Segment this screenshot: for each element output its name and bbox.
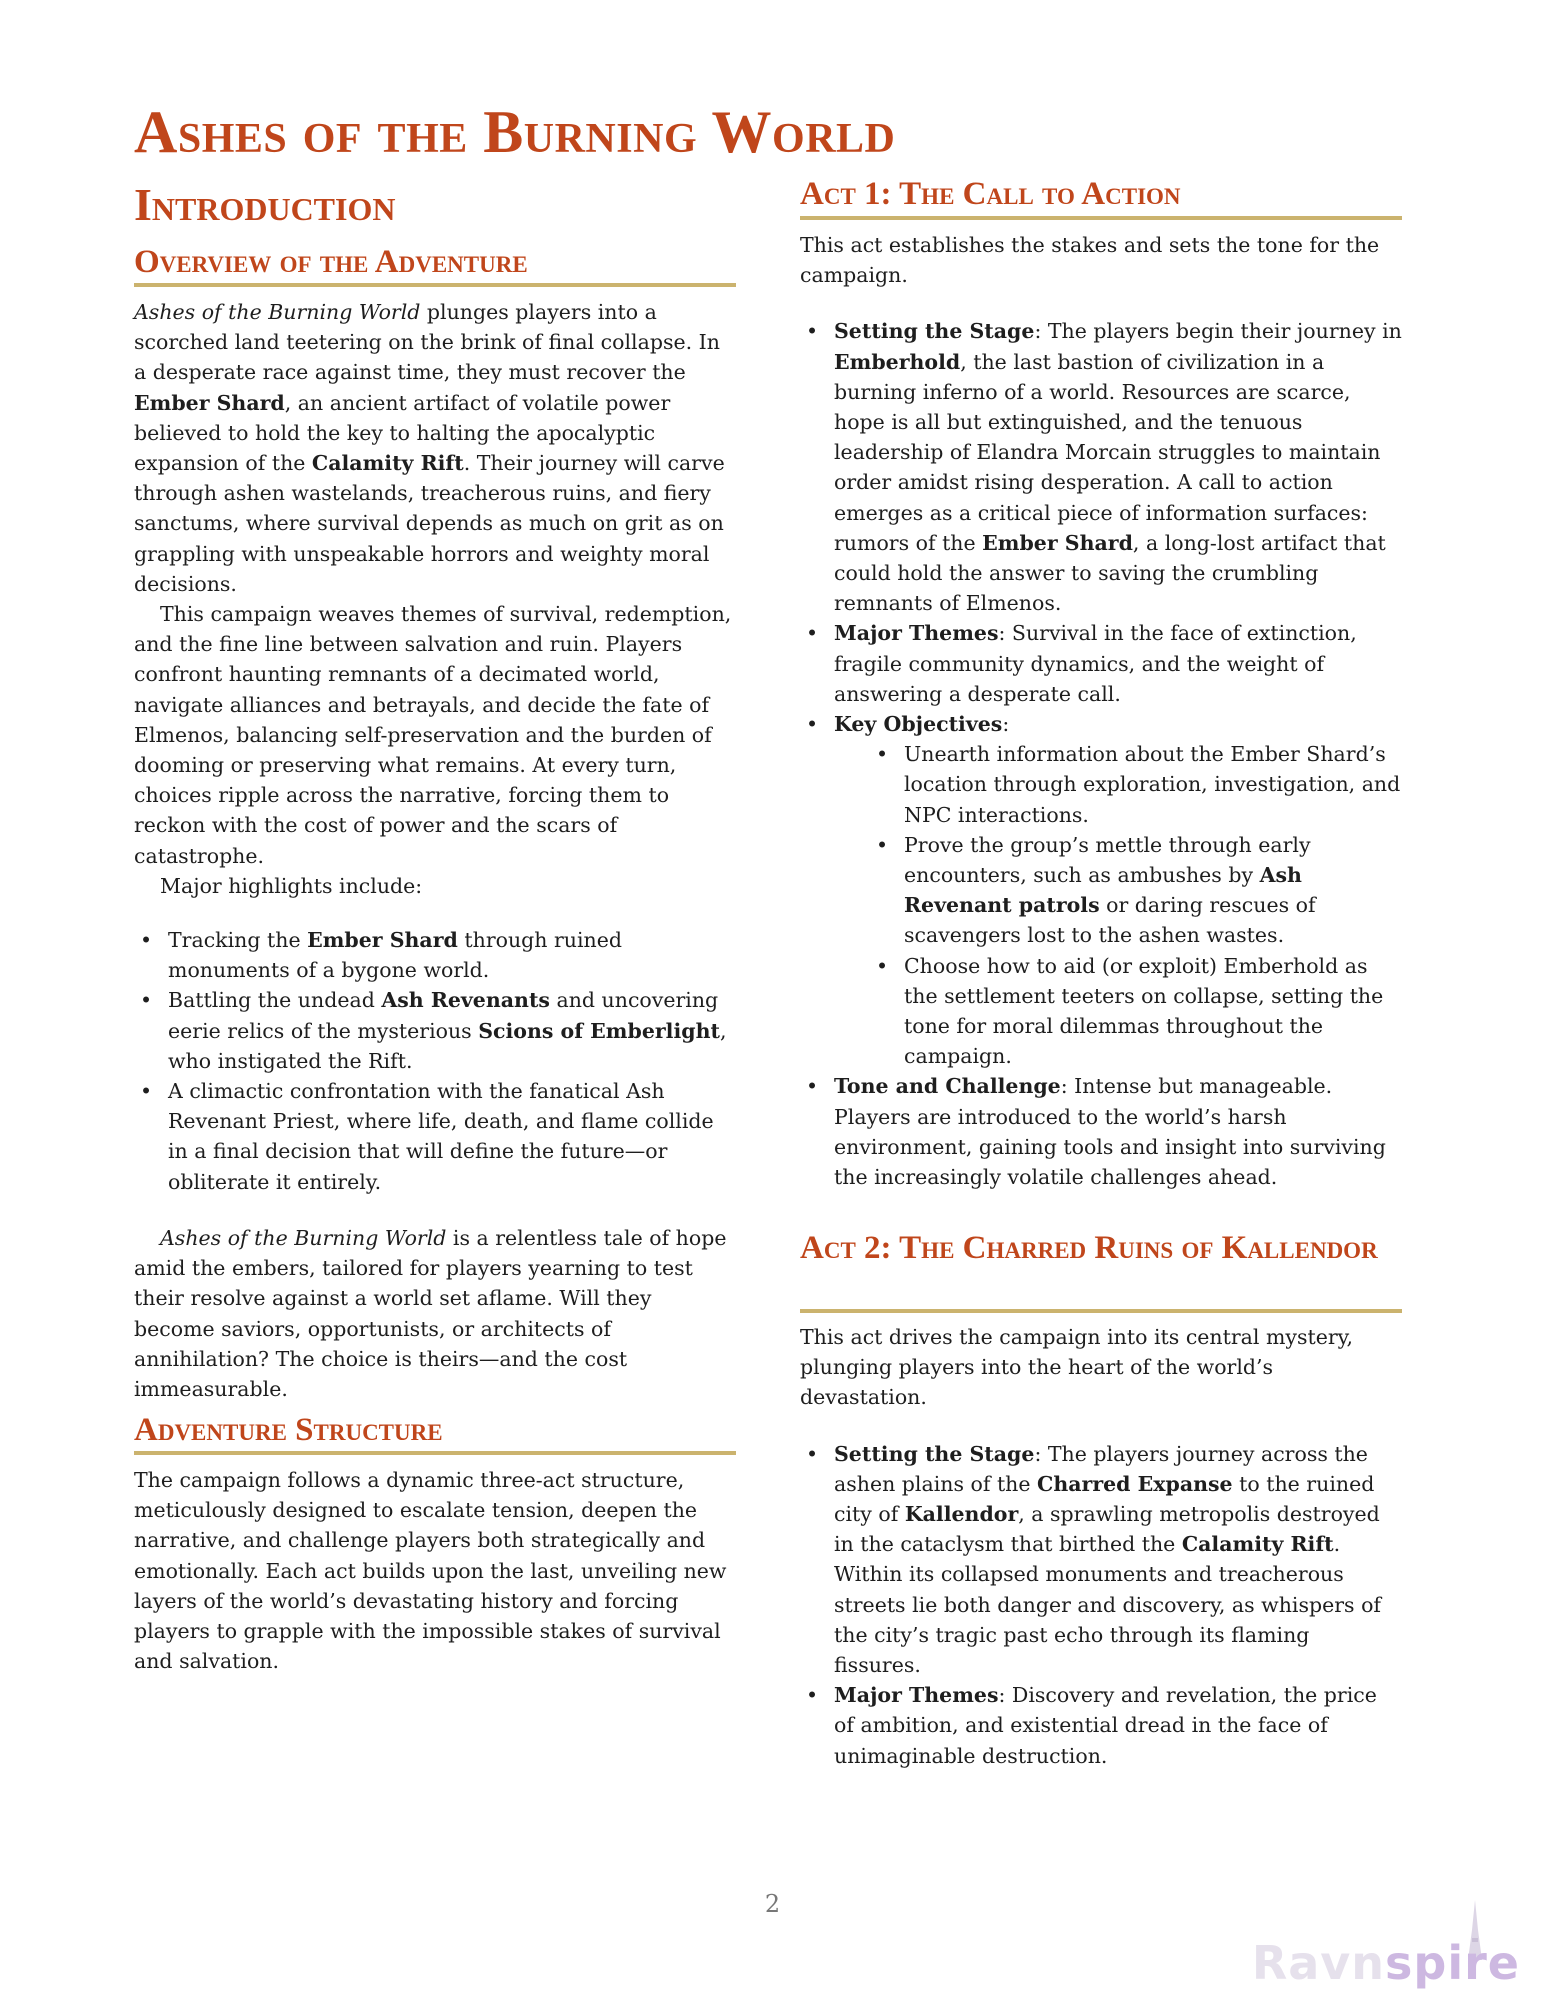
italic-text: Ashes of the Burning World bbox=[134, 300, 421, 324]
highlights-list bbox=[134, 925, 736, 1197]
text-run: , an ancient artifact of volatile power believed to hold the key to halting the apocalyptic expansion of the bbox=[134, 390, 671, 476]
list-item bbox=[168, 925, 736, 985]
text-run: Major highlights include: bbox=[160, 873, 423, 898]
act1-item-themes bbox=[834, 618, 1402, 709]
act2-body bbox=[800, 1322, 1402, 1771]
text-run: plunges players into a scorched land teetering on the brink of final collapse. In a desperate race against time, they must recover the bbox=[134, 300, 720, 385]
text-run: , who instigated the Rift. bbox=[168, 1018, 727, 1073]
text-run: The campaign follows a dynamic three-act structure, meticulously designed to escalate tension, deepen the narrative, and challenge players both strategically and emotionally. Each act builds upon the last, unveiling new layers of the world’s devastating history and forcing players to grapple with the impossible stakes of survival and salvation. bbox=[134, 1468, 727, 1674]
act1-intro bbox=[800, 230, 1402, 290]
structure-body bbox=[134, 1465, 736, 1676]
bold-text: Major Themes bbox=[834, 621, 999, 646]
overview-body bbox=[134, 297, 736, 1404]
text-run: through ruined monuments of a bygone world. bbox=[168, 928, 623, 983]
text-run: : Intense but manageable. Players are introduced to the world’s harsh environment, gaining tools and insight into surviving the increasingly volatile challenges ahead. bbox=[834, 1074, 1386, 1190]
list-item bbox=[168, 1076, 736, 1197]
overview-paragraph-1 bbox=[134, 297, 736, 599]
list-item bbox=[834, 1680, 1402, 1771]
text-run: , a sprawling metropolis destroyed in the cataclysm that birthed the bbox=[834, 1502, 1380, 1557]
overview-heading-rule bbox=[134, 283, 736, 287]
text-run: or daring rescues of scavengers lost to the ashen wastes. bbox=[904, 893, 1316, 948]
text-run: Unearth information about the Ember Shard’s location through exploration, investigation, and NPC interactions. bbox=[904, 742, 1401, 827]
act2-intro bbox=[800, 1322, 1402, 1413]
act1-heading: Act 1: The Call to Action bbox=[800, 176, 1181, 212]
logo-part-2: spire bbox=[1385, 1936, 1520, 1990]
list-item bbox=[904, 739, 1402, 830]
overview-heading: Overview of the Adventure bbox=[134, 244, 528, 280]
text-run: , a long-lost artifact that could hold the answer to saving the crumbling remnants of Elmenos. bbox=[834, 530, 1386, 616]
text-run: . Within its collapsed monuments and treacherous streets lie both danger and discovery, as whispers of the city’s tragic past echo through its flaming fissures. bbox=[834, 1532, 1381, 1678]
bold-text: Scions of Emberlight bbox=[478, 1018, 720, 1043]
act1-heading-rule bbox=[800, 216, 1402, 220]
list-item bbox=[168, 985, 736, 1076]
bold-text: Setting the Stage bbox=[834, 1441, 1035, 1466]
logo-part-1: Ravn bbox=[1251, 1936, 1386, 1990]
list-item bbox=[904, 951, 1402, 1072]
page-number: 2 bbox=[764, 1890, 781, 1918]
text-run: Battling the undead bbox=[168, 988, 382, 1013]
overview-paragraph-2 bbox=[134, 599, 736, 871]
bold-text: Key Objectives bbox=[834, 712, 1003, 737]
logo-wordmark bbox=[1252, 1936, 1520, 1990]
ravnspire-logo bbox=[1251, 1900, 1520, 1990]
act1-objectives-list bbox=[834, 739, 1402, 1071]
text-run: Choose how to aid (or exploit) Emberhold as the settlement teeters on collapse, setting the tone for moral dilemmas throughout the campaign. bbox=[904, 953, 1384, 1069]
bold-text: Kallendor bbox=[904, 1502, 1019, 1527]
text-run: : bbox=[1002, 712, 1010, 737]
text-run: is a relentless tale of hope amid the embers, tailored for players yearning to test their resolve against a world set aflame. Will they become saviors, opportunists, or architects of annihilation? The choice is theirs—and the cost immeasurable. bbox=[134, 1225, 727, 1401]
act1-item-tone bbox=[834, 1071, 1402, 1192]
text-run: This campaign weaves themes of survival, redemption, and the fine line between salvation and ruin. Players confront haunting remnants of a decimated world, navigate alliances and betrayals, and decide the fate of Elmenos, balancing self-preservation and the burden of dooming or preserving what remains. At every turn, choices ripple across the narrative, forcing them to reckon with the cost of power and the scars of catastrophe. bbox=[134, 602, 732, 868]
text-run: This act establishes the stakes and sets the tone for the campaign. bbox=[800, 233, 1380, 288]
introduction-heading: Introduction bbox=[134, 179, 396, 230]
bold-text: Major Themes bbox=[834, 1683, 999, 1708]
act1-item-objectives bbox=[834, 709, 1402, 1071]
act1-objectives-label bbox=[834, 712, 1009, 736]
bold-text: Ash Revenant patrols bbox=[904, 863, 1302, 918]
list-item bbox=[834, 1439, 1402, 1681]
bold-text: Emberhold bbox=[834, 349, 961, 374]
bold-text: Ember Shard bbox=[982, 530, 1133, 555]
bold-text: Ash Revenants bbox=[381, 988, 550, 1013]
adventure-structure-heading: Adventure Structure bbox=[134, 1412, 443, 1448]
overview-paragraph-3 bbox=[134, 871, 736, 901]
list-item bbox=[904, 830, 1402, 951]
bold-text: Tone and Challenge bbox=[834, 1074, 1061, 1099]
bold-text: Ember Shard bbox=[134, 390, 285, 415]
text-run: : Discovery and revelation, the price of ambition, and existential dread in the face of unimaginable destruction. bbox=[834, 1683, 1377, 1768]
bold-text: Calamity Rift bbox=[311, 451, 464, 476]
text-run: and uncovering eerie relics of the mysterious bbox=[168, 988, 719, 1043]
bold-text: Charred Expanse bbox=[1037, 1471, 1233, 1496]
act2-list bbox=[800, 1439, 1402, 1771]
text-run: . Their journey will carve through ashen wastelands, treacherous ruins, and fiery sanctums, where survival depends as much on grit as on grappling with unspeakable horrors and weighty moral decisions. bbox=[134, 451, 725, 596]
text-run: , the last bastion of civilization in a burning inferno of a world. Resources are scarce, hope is all but extinguished, and the tenuous leadership of Elandra Morcain struggles to maintain order amidst rising desperation. A call to action emerges as a critical piece of information surfaces: rumors of the bbox=[834, 349, 1381, 555]
document-title: Ashes of the Burning World bbox=[134, 99, 896, 165]
text-run: : The players begin their journey in bbox=[1034, 319, 1402, 344]
act1-body bbox=[800, 230, 1402, 1192]
text-run: A climactic confrontation with the fanatical Ash Revenant Priest, where life, death, and flame collide in a final decision that will define the future—or obliterate it entirely. bbox=[168, 1079, 714, 1194]
text-run: This act drives the campaign into its central mystery, plunging players into the heart of the world’s devastation. bbox=[800, 1325, 1354, 1410]
act1-list bbox=[800, 316, 1402, 1192]
italic-text: Ashes of the Burning World bbox=[160, 1225, 447, 1250]
act2-heading: Act 2: The Charred Ruins of Kallendor bbox=[800, 1230, 1378, 1266]
act1-item-setting bbox=[834, 316, 1402, 618]
structure-paragraph bbox=[134, 1465, 736, 1676]
bold-text: Calamity Rift bbox=[1181, 1532, 1334, 1557]
overview-paragraph-4 bbox=[134, 1223, 736, 1404]
act2-heading-rule bbox=[800, 1309, 1402, 1313]
text-run: to the ruined city of bbox=[834, 1471, 1375, 1527]
bold-text: Setting the Stage bbox=[834, 319, 1035, 344]
bold-text: Ember Shard bbox=[307, 928, 458, 953]
text-run: : Survival in the face of extinction, fragile community dynamics, and the weight of answering a desperate call. bbox=[834, 621, 1357, 706]
text-run: : The players journey across the ashen plains of the bbox=[834, 1441, 1368, 1496]
text-run: Prove the group’s mettle through early encounters, such as ambushes by bbox=[904, 832, 1311, 888]
adventure-structure-rule bbox=[134, 1451, 736, 1455]
text-run: Tracking the bbox=[168, 928, 308, 953]
